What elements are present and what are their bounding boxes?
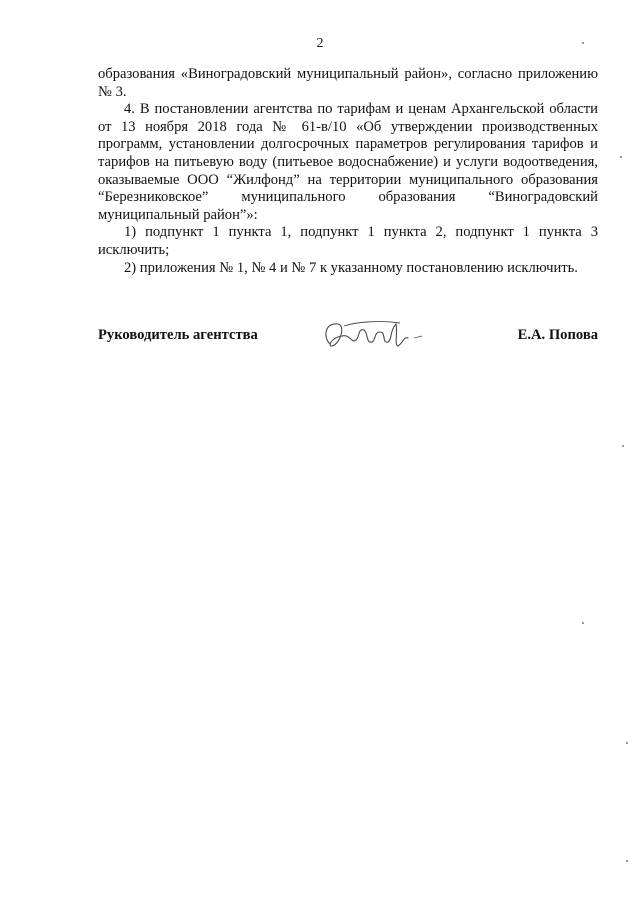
document-body <box>98 66 598 277</box>
scan-speck <box>620 156 622 158</box>
paragraph-subitem-2: 2) приложения № 1, № 4 и № 7 к указанному постановлению исключить. <box>124 259 578 276</box>
page-number: 2 <box>316 36 324 51</box>
signatory-name: Е.А. Попова <box>517 327 598 343</box>
scan-speck <box>622 445 624 447</box>
scan-speck <box>582 42 584 44</box>
scan-speck <box>582 622 584 624</box>
paragraph-item-4: 4. В постановлении агентства по тарифам и ценам Архангельской области от 13 ноября 2018 года № 61-в/10 «Об утверждении производственных программ, установлении долгосрочных параметров регулирования тарифов и тарифов на питьевую воду (питьевое водоснабжение) и услуги водоотведения, оказываемые ООО “Жилфонд” на территории муниципального образования “Березниковское” муниципального образования “Виноградовский муниципальный район”»: <box>98 101 598 223</box>
handwritten-signature <box>316 314 426 356</box>
paragraph-continuation: образования «Виноградовский муниципальный район», согласно приложению № 3. <box>98 66 598 100</box>
scan-speck <box>626 860 628 862</box>
scan-speck <box>626 742 628 744</box>
signatory-role: Руководитель агентства <box>98 327 258 343</box>
paragraph-subitem-1: 1) подпункт 1 пункта 1, подпункт 1 пункта 2, подпункт 1 пункта 3 исключить; <box>98 224 598 258</box>
